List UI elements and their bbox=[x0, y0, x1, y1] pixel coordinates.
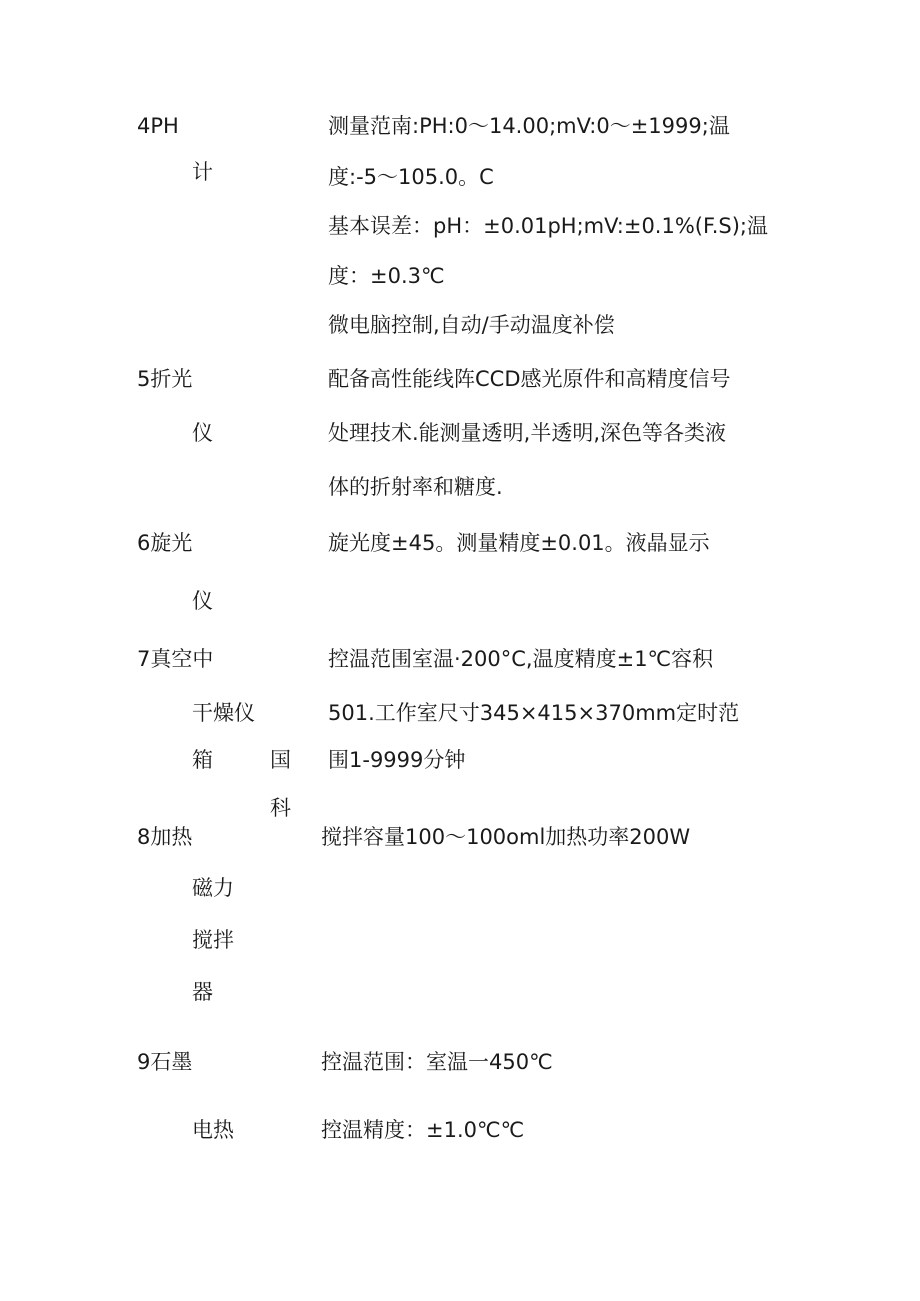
item-extra-char: 国 bbox=[270, 748, 291, 772]
item-name-line: 磁力 bbox=[192, 876, 234, 900]
spec-line: 测量范南:PH:0～14.00;mV:0～±1999;温 bbox=[328, 114, 730, 138]
item-name-line: 箱 bbox=[192, 748, 213, 772]
item-name-line: 电热 bbox=[192, 1118, 234, 1142]
item-number-label: 9石墨 bbox=[137, 1050, 193, 1074]
item-name-line: 搅拌 bbox=[192, 928, 234, 952]
spec-line: 控温范围：室温一450℃ bbox=[321, 1050, 553, 1074]
spec-line: 搅拌容量100～100oml加热功率200W bbox=[321, 825, 691, 849]
spec-line: 度:-5～105.0。C bbox=[328, 165, 494, 189]
spec-line: 501.工作室尺寸345×415×370mm定时范 bbox=[328, 701, 740, 725]
item-number-label: 5折光 bbox=[137, 367, 193, 391]
item-name-line: 器 bbox=[192, 980, 213, 1004]
item-extra-char: 科 bbox=[270, 796, 291, 820]
item-name-line: 仪 bbox=[192, 421, 213, 445]
spec-line: 处理技术.能测量透明,半透明,深色等各类液 bbox=[328, 421, 727, 445]
item-number-label: 4PH bbox=[137, 114, 179, 138]
item-number-label: 6旋光 bbox=[137, 531, 193, 555]
spec-line: 控温精度：±1.0℃℃ bbox=[321, 1118, 525, 1142]
item-name-line: 仪 bbox=[192, 589, 213, 613]
spec-line: 控温范围室温·200°C,温度精度±1℃容积 bbox=[328, 647, 714, 671]
spec-line: 基本误差：pH：±0.01pH;mV:±0.1%(F.S);温 bbox=[328, 214, 768, 238]
spec-line: 配备高性能线阵CCD感光原件和高精度信号 bbox=[328, 367, 731, 391]
spec-line: 微电脑控制,自动/手动温度补偿 bbox=[328, 313, 615, 337]
spec-line: 旋光度±45。测量精度±0.01。液晶显示 bbox=[328, 531, 710, 555]
spec-line: 度：±0.3℃ bbox=[328, 264, 445, 288]
item-number-label: 7真空中 bbox=[137, 647, 214, 671]
spec-line: 围1-9999分钟 bbox=[328, 748, 466, 772]
spec-line: 体的折射率和糖度. bbox=[328, 475, 503, 499]
item-name-line: 干燥仪 bbox=[192, 701, 255, 725]
item-number-label: 8加热 bbox=[137, 825, 193, 849]
item-name-line: 计 bbox=[192, 160, 213, 184]
